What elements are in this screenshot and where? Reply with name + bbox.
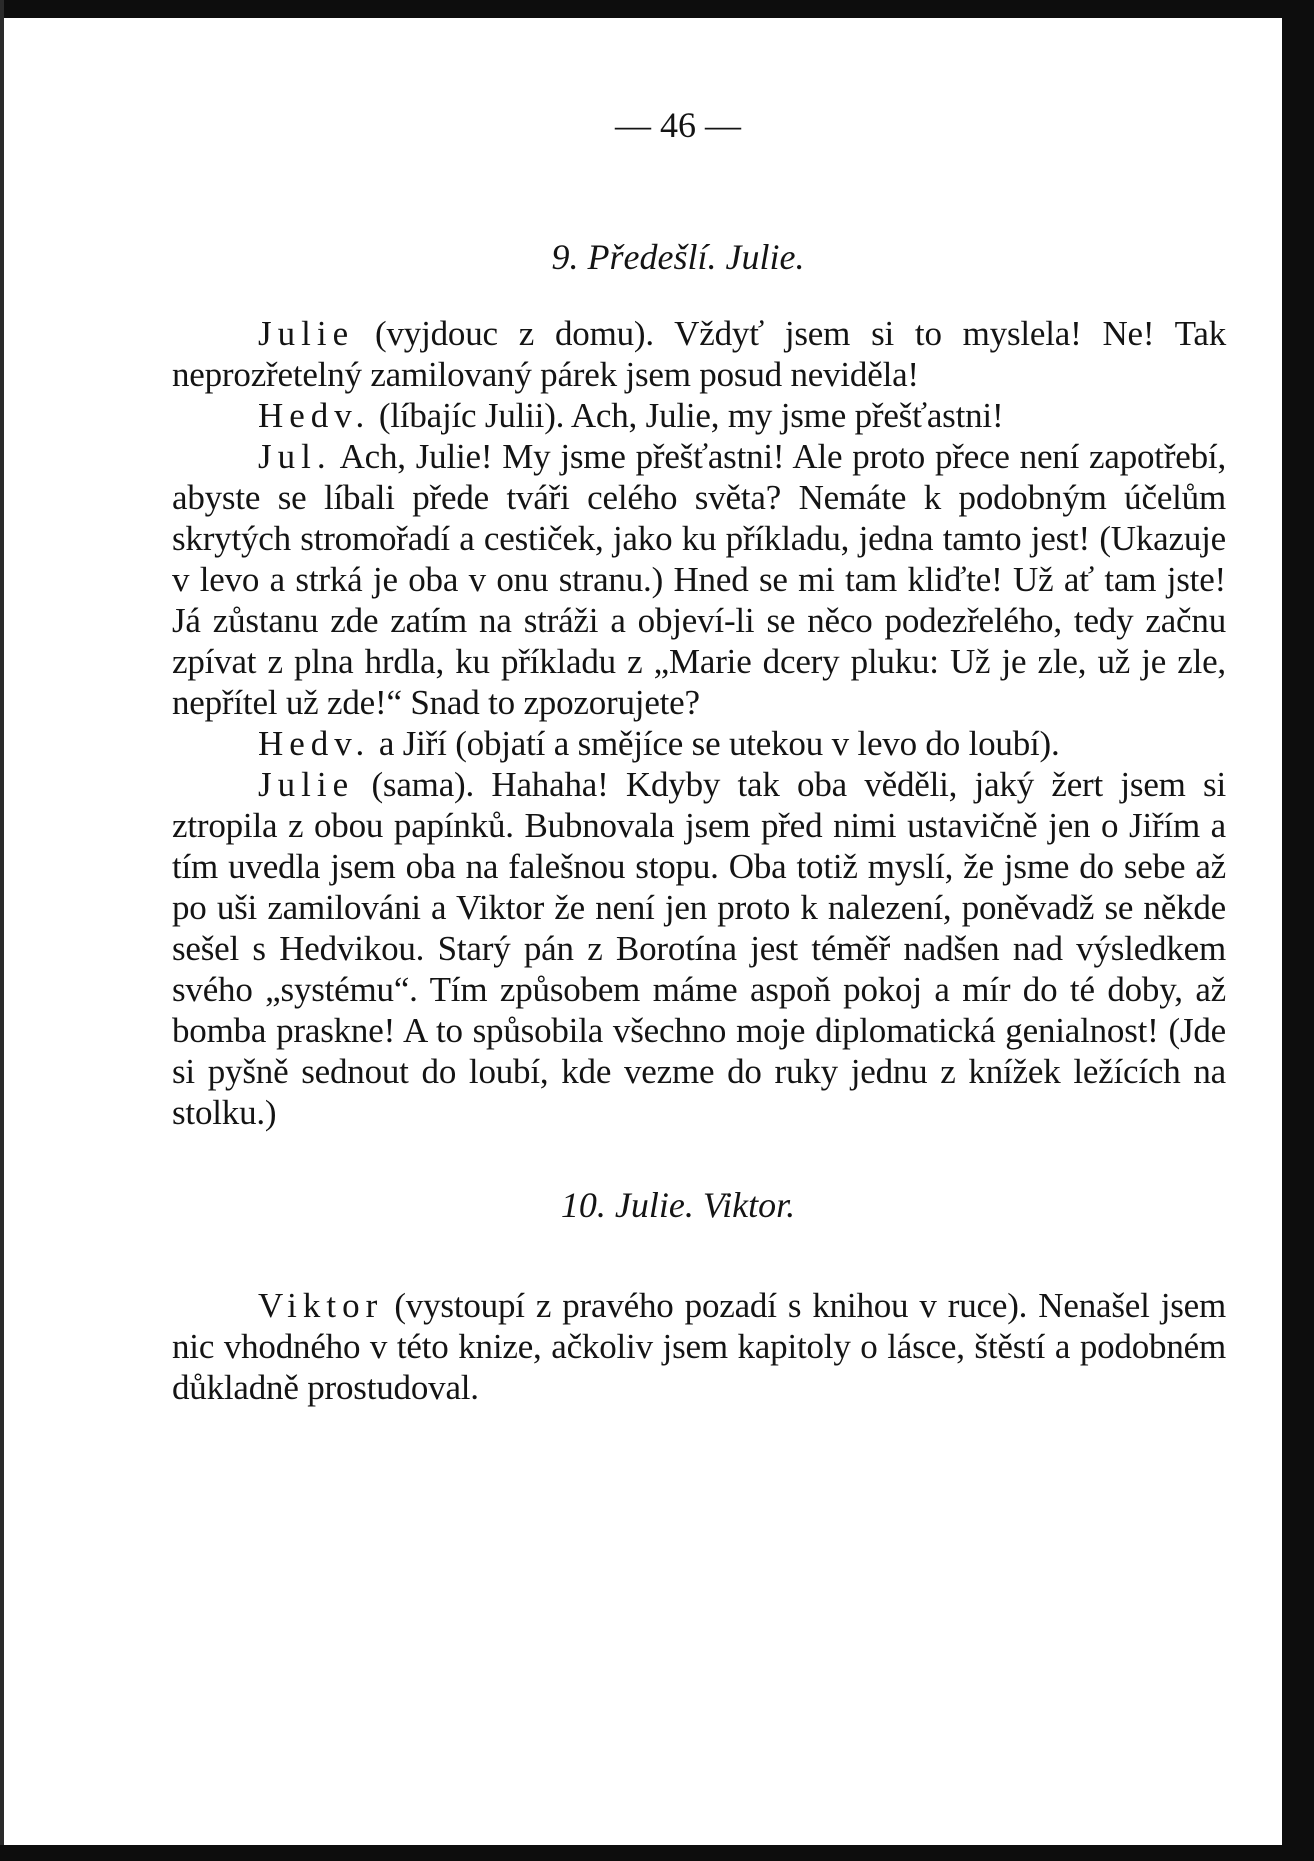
speech: [172, 723, 1226, 764]
scan-border-top: [0, 0, 1314, 18]
speech: [172, 764, 1226, 1133]
scan-border-right: [1282, 0, 1314, 1861]
speaker-name: Hedv.: [258, 396, 371, 435]
speech: [172, 1285, 1226, 1408]
scan-border-left: [0, 0, 4, 1861]
scan-border-bottom: [0, 1845, 1314, 1861]
speaker-name: Hedv.: [258, 724, 371, 763]
speaker-name: Jul.: [258, 437, 332, 476]
speech: [172, 313, 1226, 395]
speech-text: (vystoupí z pravého pozadí s knihou v ruce). Nenašel jsem nic vhodného v této knize, ačkoliv jsem kapitoly o lásce, štěstí a podobném důkladně prostudoval.: [172, 1286, 1226, 1407]
speech-text: Ach, Julie! My jsme přešťastni! Ale proto přece není zapotřebí, abyste se líbali přede tváři celého světa? Nemáte k podobným účelům skrytých stromořadí a cestiček, jako ku příkladu, jedna tamto jest! (Ukazuje v levo a strká je oba v onu stranu.) Hned se mi tam kliďte! Už ať tam jste! Já zůstanu zde zatím na stráži a objeví-li se něco podezřelého, tedy začnu zpívat z plna hrdla, ku příkladu z „Marie dcery pluku: Už je zle, už je zle, nepřítel už zde!“ Snad to zpozorujete?: [172, 437, 1226, 722]
book-page: [172, 95, 1226, 1408]
speech-text: (vyjdouc z domu). Vždyť jsem si to myslela! Ne! Tak neprozřetelný zamilovaný párek jsem posud neviděla!: [172, 314, 1226, 394]
speech-text: (líbajíc Julii). Ach, Julie, my jsme přešťastni!: [370, 396, 1004, 435]
speaker-name: Julie: [258, 314, 355, 353]
speech: [172, 395, 1226, 436]
speaker-name: Julie: [258, 765, 355, 804]
speaker-name: Viktor: [258, 1286, 384, 1325]
scene-heading: 10. Julie. Viktor.: [560, 1185, 796, 1225]
speech-text: a Jiří (objatí a smějíce se utekou v levo do loubí).: [370, 724, 1060, 763]
scene-heading: 9. Předešlí. Julie.: [551, 237, 805, 277]
speech: [172, 436, 1226, 723]
speech-text: (sama). Hahaha! Kdyby tak oba věděli, jaký žert jsem si ztropila z obou papínků. Bubnovala jsem před nimi ustavičně jen o Jiřím a tím uvedla jsem oba na falešnou stopu. Oba totiž myslí, že jsme do sebe až po uši zamilováni a Viktor že není jen proto k nalezení, poněvadž se někde sešel s Hedvikou. Starý pán z Borotína jest téměř nadšen nad výsledkem svého „systému“. Tím způsobem máme aspoň pokoj a mír do té doby, až bomba praskne! A to spůsobila všechno moje diplomatická genialnost! (Jde si pyšně sednout do loubí, kde vezme do ruky jednu z knížek ležících na stolku.): [172, 765, 1226, 1132]
page-number: — 46 —: [615, 105, 741, 145]
